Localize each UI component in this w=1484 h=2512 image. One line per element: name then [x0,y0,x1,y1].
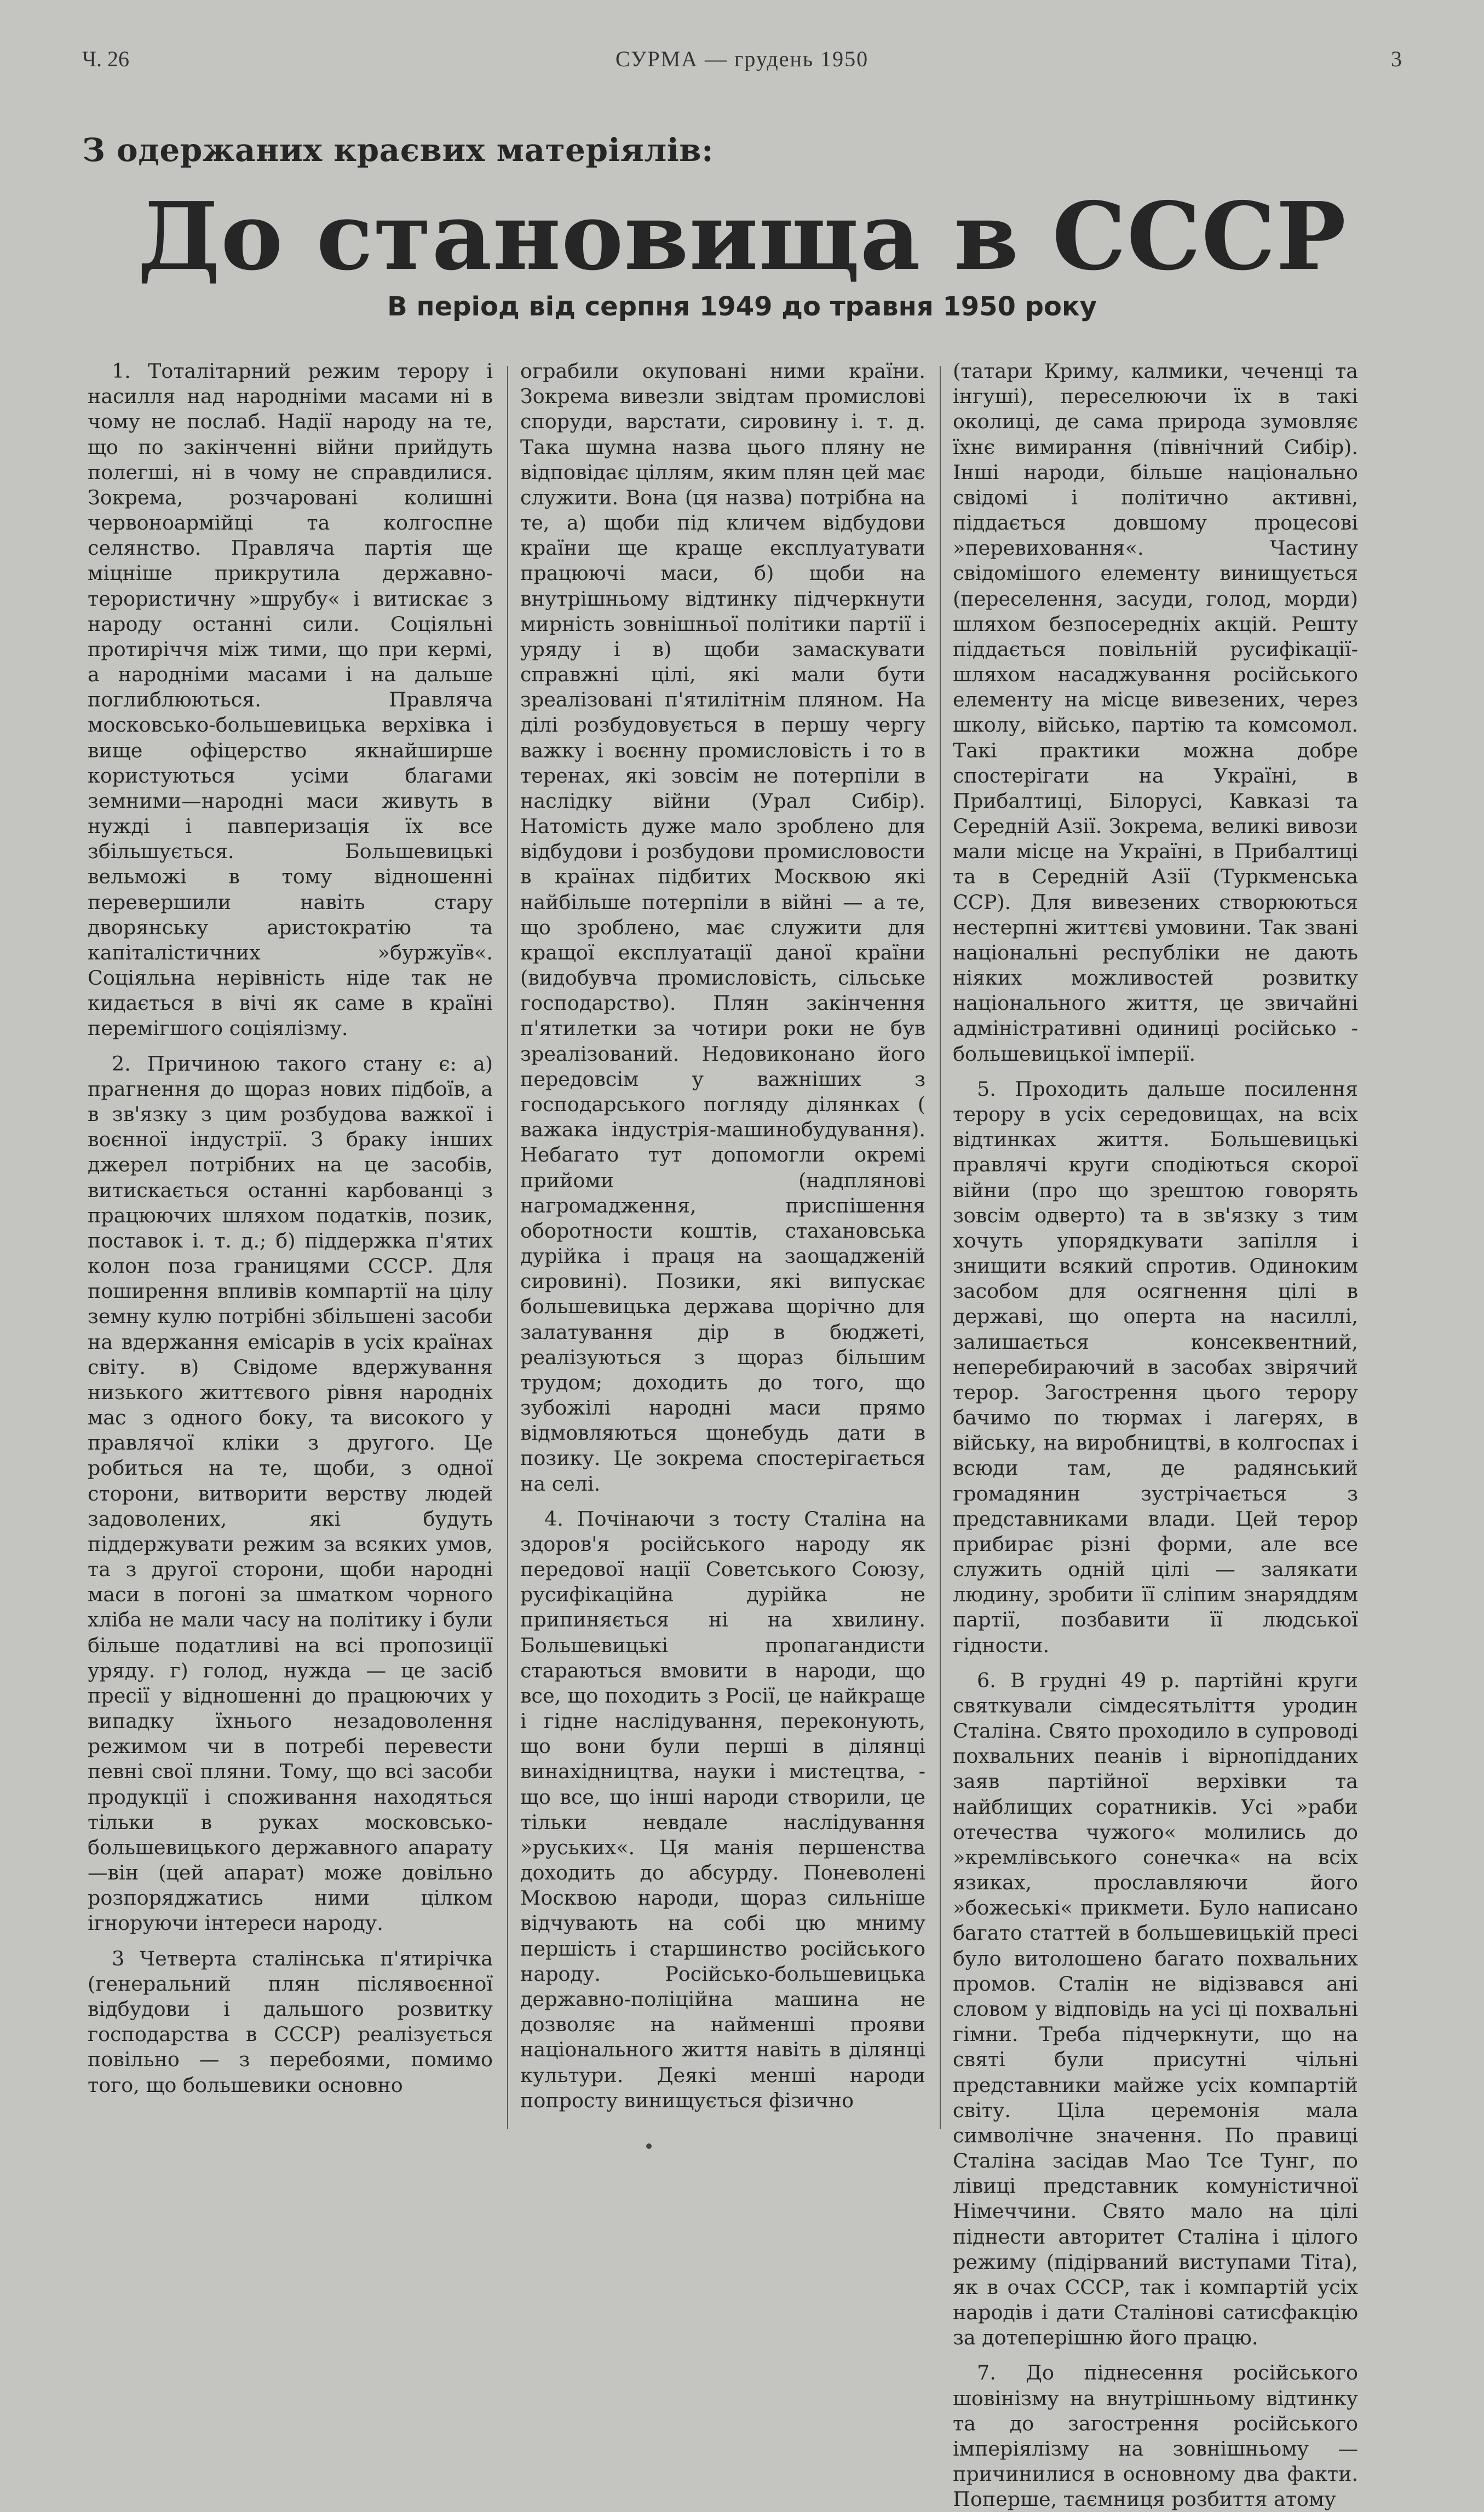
paragraph-7: 7. До піднесення російського шовінізму на внутрішньому відтинку та до загострення російського імперіялізму на зовнішньому — причинилися в основному два факти. Поперше, таємниця розбиття атому [953,2361,1358,2511]
paragraph-4-continued: (татари Криму, калмики, чеченці та інгуші), переселюючи їх в такі околиці, де сама природа зумовляє їхнє вимирання (північний Сибір). Інші народи, більше національно свідомі і політично активні, піддається довшому процесові »перевиховання«. Частину свідомішого елементу винищується (переселення, засуди, голод, морди) шляхом безпосередніх акцій. Решту піддається повільній русифікації-шляхом насаджування російського елементу на місце вивезених, через школу, військо, партію та комсомол. Такі практики можна добре спостерігати на Україні, в Прибалтиці, Білорусі, Кавказі та Середній Азії. Зокрема, великі вивози мали місце на Україні, в Прибалтиці та в Середній Азії (Туркменська ССР). Для вивезених створюються нестерпні життєві умовини. Так звані національні республіки не дають ніяких можливостей розвитку національного життя, це звичайні адміністративні одиниці російсько - большевицької імперії. [953,359,1358,1066]
paragraph-6: 6. В грудні 49 р. партійні круги святкували сімдесятьліття уродин Сталіна. Свято проходило в супроводі похвальних пеанів і вірнопідданих заяв партійної верхівки та найблищих соратників. Усі »раби отечества чужого« молились до »кремлівського сонечка« на всіх язиках, прославляючи його »божеські« прикмети. Було написано багато статтей в большевицькій пресі було витолошено багато похвальних промов. Сталін не відізвався ані словом у відповідь на усі ці похвальні гімни. Треба підчеркнути, що на святі були присутні чільні представники майже усіх компартій світу. Ціла церемонія мала символічне значення. По правиці Сталіна засідав Мао Тсе Тунг, по лівиці представник комуністичної Німеччини. Свято мало на цілі піднести авторитет Сталіна і цілого режиму (підірваний виступами Тіта), як в очах СССР, так і компартій усіх народів і дати Сталінові сатисфакцію за дотеперішню його працю. [953,1668,1358,2350]
paragraph-2: 2. Причиною такого стану є: а) прагнення до щораз нових підбоїв, а в зв'язку з цим розбудова важкої і воєнної індустрії. З браку інших джерел потрібних на це засобів, витискається останні карбованці з працюючих шляхом податків, позик, поставок і. т. д.; б) піддержка п'ятих колон поза границями СССР. Для поширення впливів компартії на цілу земну кулю потрібні збільшені засоби на вдержання емісарів в усіх країнах світу. в) Свідоме вдержування низького життєвого рівня народніх мас з одного боку, та високого у правлячої кліки з другого. Це робиться на те, щоби, з одної сторони, витворити верству людей задоволених, які будуть піддержувати режим за всяких умов, та з другої сторони, щоби народні маси в погоні за шматком чорного хліба не мали часу на політику і були більше податливі на всі пропозиції уряду. г) голод, нужда — це засіб пресії у відношенні до працюючих у випадку їхнього незадоволення режимом чи в потребі перевести певні свої пляни. Тому, що всі засоби продукції і споживання находяться тільки в руках московсько-большевицького державного апарату—він (цей апарат) може довільно розпоряджатись ними цілком ігноруючи інтереси народу. [88,1051,493,1935]
paragraph-1: 1. Тоталітарний режим терору і насилля над народніми масами ні в чому не послаб. Надії народу на те, що по закінченні війни прийдуть полегші, ні в чому не справдилися. Зокрема, розчаровані колишні червоноармійці та колгоспне селянство. Правляча партія ще міцніше прикрутила державно-терористичну »шрубу« і витискає з народу останні сили. Соціяльні протиріччя між тими, що при кермі, а народніми масами і на дальше поглиблюються. Правляча московсько-большевицька верхівка і вище офіцерство якнайширше користуються усіми благами земними—народні маси живуть в нужді і павперизація їх все збільшується. Большевицькі вельможі в тому відношенні перевершили навіть стару дворянську аристократію та капіталістичних »буржуїв«. Соціяльна нерівність ніде так не кидається в вічі як саме в країні перемігшого соціялізму. [88,359,493,1041]
paragraph-3-continued: ограбили окупованi ними країни. Зокрема вивезли звідтам промислові споруди, варстати, сировину і. т. д. Така шумна назва цього пляну не відповідає ціллям, яким плян цей має служити. Вона (ця назва) потрібна на те, а) щоби під кличем відбудови країни ще краще експлуатувати працюючі маси, б) щоби на внутрішньому відтинку підчеркнути мирність зовнішньої політики партії і уряду і в) щоби замаскувати справжні цілі, які мали бути зреалізовані п'ятилітнім пляном. На ділі розбудовується в першу чергу важку і воєнну промисловість і то в теренах, які зовсім не потерпіли в наслідку війни (Урал Сибір). Натомість дуже мало зроблено для відбудови і розбудови промисловости в країнах підбитих Москвою які найбільше потерпіли в війні — а те, що зроблено, має служити для кращої експлуатації даної країни (видобувча промисловість, сільське господарство). Плян закінчення п'ятилетки за чотири роки не був зреалізований. Недовиконано його передовсім у важніших з господарського погляду ділянках ( важака індустрія-машинобудування). Небагато тут допомогли окремі прийоми (надплянові нагромадження, приспішення оборотности коштів, стахановська дурійка і праця на заощадженій сировині). Позики, які випускає большевицька держава щорічно для залатування дір в бюджеті, реалізуються з щораз більшим трудом; доходить до того, що зубожілі народні маси прямо відмовляються щонебудь дати в позику. Це зокрема спостерігається на селі. [520,359,925,1496]
page-number: 3 [1391,47,1402,71]
running-header [82,46,1402,77]
issue-number: Ч. 26 [82,47,129,71]
print-mark [646,2143,652,2149]
paragraph-5: 5. Проходить дальше посилення терору в усіх середовищах, на всіх відтинках життя. Большевицькі правлячі круги сподіються скорої війни (про що зрештою говорять зовсім одверто) та в зв'язку з тим хочуть упорядкувати запілля і знищити всякий спротив. Одиноким засобом для осягнення цілі в державі, що оперта на насиллі, залишається консеквентний, неперебираючий в засобах звірячий терор. Загострення цього терору бачимо по тюрмах і лагерях, в війську, на виробництві, в колгоспах і всюди там, де радянський громадянин зустрічається з представниками влади. Цей терор прибирає різні форми, але все служить одній цілі — залякати людину, зробити її сліпим знаряддям партії, позбавити її людської гідности. [953,1077,1358,1657]
column-rule-2 [940,366,941,2129]
column-rule-1 [507,366,508,2129]
paragraph-4: 4. Почінаючи з тосту Сталіна на здоров'я російського народу як передової нації Советського Союзу, русифікаційна дурійка не припиняється ні на хвилину. Большевицькі пропагандисти стараються вмовити в народи, що все, що походить з Росії, це найкраще і гідне наслідування, переконують, що вони були перші в ділянці винахідництва, науки і мистецтва, - що все, що інші народи створили, це тільки невдале наслідування »руських«. Ця манія першенства доходить до абсурду. Поневолені Москвою народи, щораз сильніше відчувають на собі цю мниму першість і старшинство російського народу. Російсько-большевицька державно-поліційна машина не дозволяє на найменші прояви національного життя навіть в ділянці культури. Деякі менші народи попросту винищується фізично [520,1507,925,2112]
text-column-3 [953,359,1358,2511]
text-column-2 [520,359,925,2128]
article-kicker: З одержаних краєвих матеріялів: [82,131,714,169]
article-subtitle: В період від серпня 1949 до травня 1950 року [387,291,1097,322]
paragraph-3: 3 Четверта сталінська п'ятирічка (генеральний плян післявоєнної відбудови і дальшого розвитку господарства в СССР) реалізується повільно — з перебоями, помимо того, що большевики основно [88,1946,493,2097]
text-column-1 [88,359,493,2128]
publication-title: СУРМА — грудень 1950 [615,47,869,71]
article-headline: До становища в СССР [137,182,1347,291]
